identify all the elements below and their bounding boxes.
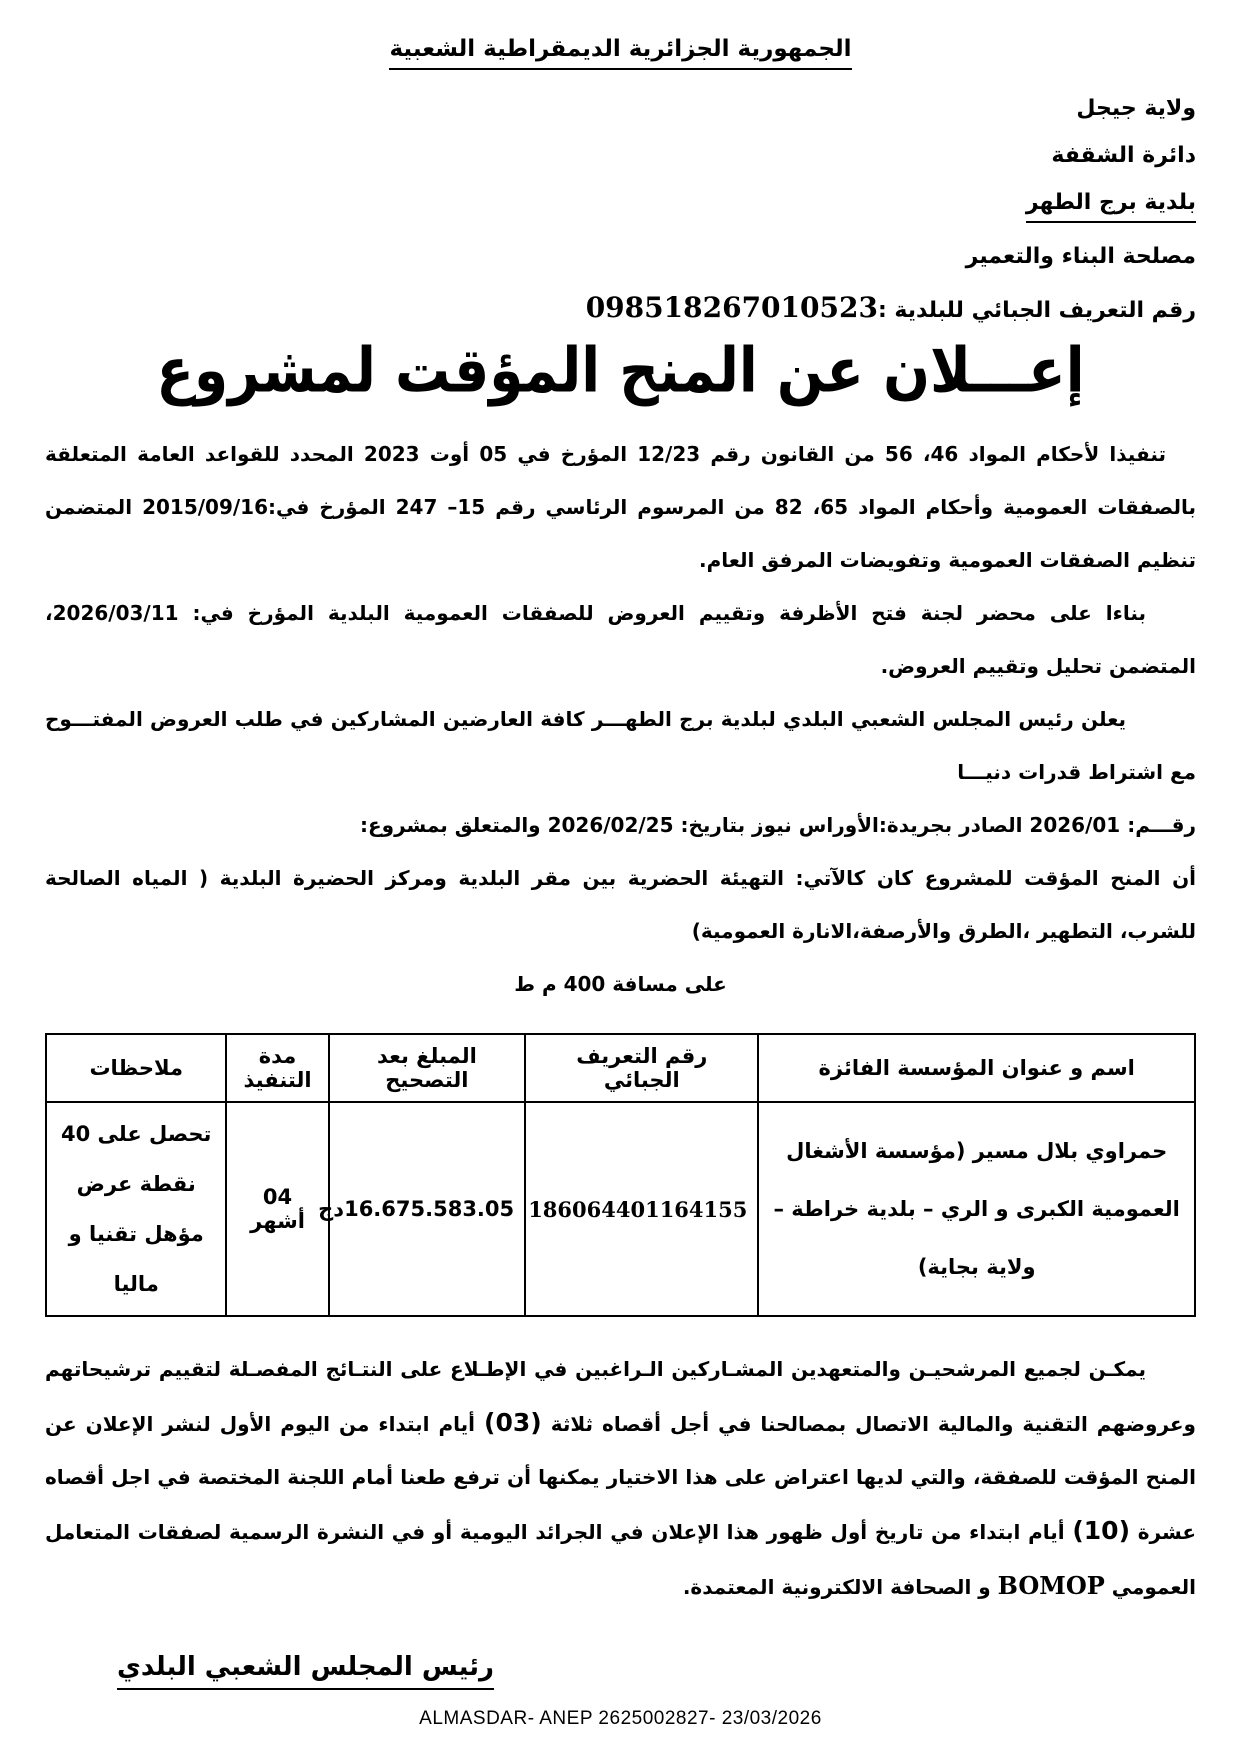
- appeal-paragraph: [45, 1343, 1196, 1614]
- tax-id-value: 098518267010523: [585, 291, 878, 324]
- tax-id-label: رقم التعريف الجبائي للبلدية :: [877, 298, 1196, 323]
- country-header-text: الجمهورية الجزائرية الديمقراطية الشعبية: [389, 36, 851, 70]
- header-winner-name: اسم و عنوان المؤسسة الفائزة: [758, 1034, 1195, 1102]
- daira-line: دائرة الشقفة: [1051, 143, 1196, 168]
- tax-id-cell: 186064401164155: [525, 1102, 758, 1316]
- award-description-paragraph: أن المنح المؤقت للمشروع كان كالآتي: التهيئة الحضرية بين مقر البلدية ومركز الحضيرة البلدية ( المياه الصالحة للشرب، التطهير ،الطرق والأرصفة،الانارة العمومية): [45, 866, 1196, 943]
- tax-id-line: [45, 291, 1196, 324]
- announcement-title: إعـــلان عن المنح المؤقت لمشروع: [156, 334, 1085, 406]
- minutes-paragraph: بناءا على محضر لجنة فتح الأظرفة وتقييم العروض للصفقات العمومية البلدية المؤرخ في: 2026/03/11، المتضمن تحليل وتقييم العروض.: [45, 601, 1196, 678]
- winner-name-cell: حمراوي بلال مسير (مؤسسة الأشغال العمومية الكبرى و الري – بلدية خراطة – ولاية بجاية): [758, 1102, 1195, 1316]
- distance-line: على مسافة 400 م ط: [514, 972, 727, 996]
- letterhead: [45, 96, 1196, 324]
- appeal-text-3: أيام ابتداء من تاريخ أول ظهور هذا الإعلان في الجرائد اليومية أو في النشرة الرسمية لصفقات المتعامل العمومي: [45, 1520, 1196, 1599]
- bomop-label: BOMOP: [997, 1571, 1105, 1600]
- award-table-header-row: [46, 1034, 1195, 1102]
- header-notes: ملاحظات: [46, 1034, 226, 1102]
- commune-line: [45, 190, 1196, 223]
- amount-cell: 16.675.583.05دج: [329, 1102, 525, 1316]
- award-table-row: [46, 1102, 1195, 1316]
- appeal-days-10: (10): [1072, 1516, 1130, 1545]
- announcement-paragraph: يعلن رئيس المجلس الشعبي البلدي لبلدية برج الطهـــر كافة العارضين المشاركين في طلب العروض المفتـــوح مع اشتراط قدرات دنيـــا: [45, 707, 1196, 784]
- commune-name: بلدية برج الطهر: [1026, 190, 1196, 223]
- appeal-text-4: و الصحافة الالكترونية المعتمدة.: [682, 1575, 998, 1599]
- duration-cell: 04 أشهر: [226, 1102, 328, 1316]
- appeal-text-1: يمكـن لجميع المرشحيـن والمتعهدين المشـاركين الـراغبين في الإطـلاع على النتـائج المفصـلة لتقييم ترشيحاتهم وعروضهم التقنية والمالية الاتصال بمصالحنا في أجل أقصاه ثلاثة: [45, 1357, 1196, 1436]
- signature-title: رئيس المجلس الشعبي البلدي: [117, 1652, 494, 1690]
- signature-block: [45, 1652, 1196, 1690]
- legal-basis-paragraph: تنفيذا لأحكام المواد 46، 56 من القانون رقم 12/23 المؤرخ في 05 أوت 2023 المحدد للقواعد العامة المتعلقة بالصفقات العمومية وأحكام المواد 65، 82 من المرسوم الرئاسي رقم 15– 247 المؤرخ في:2015/09/16 المتضمن تنظيم الصفقات العمومية وتفويضات المرفق العام.: [45, 442, 1197, 572]
- wilaya-line: ولاية جيجل: [1076, 96, 1196, 121]
- award-table: [45, 1033, 1196, 1317]
- reference-line: رقـــم: 2026/01 الصادر بجريدة:الأوراس نيوز بتاريخ: 2026/02/25 والمتعلق بمشروع:: [360, 813, 1196, 837]
- header-amount: المبلغ بعد التصحيح: [329, 1034, 525, 1102]
- header-duration: مدة التنفيذ: [226, 1034, 328, 1102]
- header-tax-id: رقم التعريف الجبائي: [525, 1034, 758, 1102]
- notes-cell: تحصل على 40 نقطة عرض مؤهل تقنيا و ماليا: [46, 1102, 226, 1316]
- appeal-days-3: (03): [484, 1408, 542, 1437]
- footer-anep-line: ALMASDAR- ANEP 2625002827- 23/03/2026: [419, 1708, 822, 1729]
- country-header: [45, 36, 1196, 70]
- appeal-text-2: أيام ابتداء من اليوم الأول لنشر الإعلان عن المنح المؤقت للصفقة، والتي لديها اعتراض على هذا الاختيار يمكنها أن ترفع طعنا أمام اللجنة المختصة في اجل أقصاه عشرة: [45, 1412, 1196, 1544]
- service-line: مصلحة البناء والتعمير: [965, 244, 1196, 269]
